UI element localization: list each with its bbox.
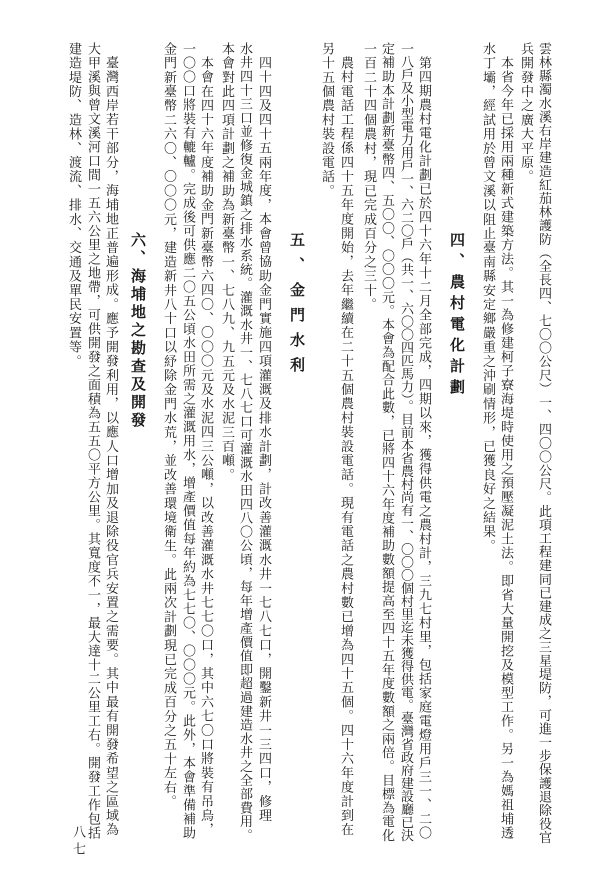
text-column: 臺灣西岸若干部分，海埔地正普遍形成。應予開發利用，以應人口增加及退除役官兵安置之需要。其中最有開發希望之區域為: [103, 56, 118, 837]
text-column: 金門新臺幣二六〇、〇〇〇元，建造新井八十口以紓除金門水荒，並改善環境衛生。此兩次計劃現已完成百分之五十左右。: [161, 42, 176, 809]
text-column: 四十四及四十五兩年度，本會曾協助金門實施四項灌溉及排水計劃，計改善灌溉水井一七八七口，開鑿新井一三四口，修理: [256, 56, 271, 823]
text-column: 農村電話工程係四十五年度開始，去年繼續在二十五個農村裝設電話。現有電話之農村數已增為四十五個。四十六年度計到在: [338, 56, 353, 837]
text-column: 一〇〇口將裝有轆轤。完成後可供應二〇五公頃水田所需之灌溉用水，增產價值每年約為七七〇、〇〇〇元。此外，本會準備補助: [180, 42, 195, 840]
section-heading-tidal-land: 六、海埔地之勘查及開發: [129, 232, 147, 430]
text-column: 本會對此四項計劃之補助為新臺幣一、七八九、九五元及水泥三百噸。: [219, 42, 234, 483]
text-column: 一八戶及小型電力用戶一、六二〇戶（共一、六〇〇四匹馬力）。目前本省農村尚有一、〇〇〇個村里迄未獲得供電。臺灣省政府建設廳已決: [398, 42, 413, 842]
text-column: 大甲溪與曾文溪河口間一五六公里之地帶，可供開發之面積為五五〇平方公里。其寬度不一，最大達十二公里工右。開發工作包括: [85, 42, 100, 840]
text-column: 本會在四十六年度補助金門新臺幣六四〇、〇〇〇元及水泥四三公噸，以改善灌溉水井七七〇口，其中六七〇口將裝有吊烏，: [198, 56, 213, 837]
text-column: 雲林縣濁水溪右岸建造紅茄林護防（全長四、七〇〇公尺）一、四〇〇公尺。此項工程建同已建成之三星堤防，可進一步保護退除役官: [536, 42, 551, 845]
text-column: 水井四十三口並修復金城鎮之排水系統。灌溉水井一、七八七口可灌溉水田四八〇公頃，每年增產價值即超過建造水井之全部費用。: [237, 42, 252, 843]
section-heading-rural-electrification: 四、農村電化計劃: [448, 232, 466, 400]
text-column: 水丁壩，經試用於曾文溪以阻止臺南縣安定鄉嚴重之沖刷情形，已獲良好之結果。: [480, 42, 495, 554]
page-number: 八七: [70, 825, 85, 859]
text-column: 本省今年已採用兩種新式建築方法。其一為修建柯子寮海堤時使用之預壓凝泥土法。即省大量開挖及模型工作。另一為媽祖埔透: [498, 56, 513, 840]
text-column: 第四期農村電化計劃已於四十六年十二月全部完成，四期以來，獲得供電之農村計，三九七村里，包括家庭電燈用戶三一、二〇: [416, 56, 431, 840]
text-column: 兵開發中之廣大平原。: [518, 42, 533, 184]
text-column: 另十五個農村裝設電話。: [319, 42, 334, 199]
text-column: 一百二十四個農村，現已完成百分之三十。: [361, 42, 376, 312]
section-heading-kinmen-water: 五、金門水利: [288, 232, 306, 382]
text-column: 建造堤防、造林、渡流、排水、交通及單民安置等。: [66, 42, 81, 369]
text-column: 定補助本計劃新臺幣四、五〇〇、〇〇〇元。本會為配合此數，已將四十六年度補助數額提高至四十五年度數額之兩倍。目標為電化: [379, 42, 394, 843]
